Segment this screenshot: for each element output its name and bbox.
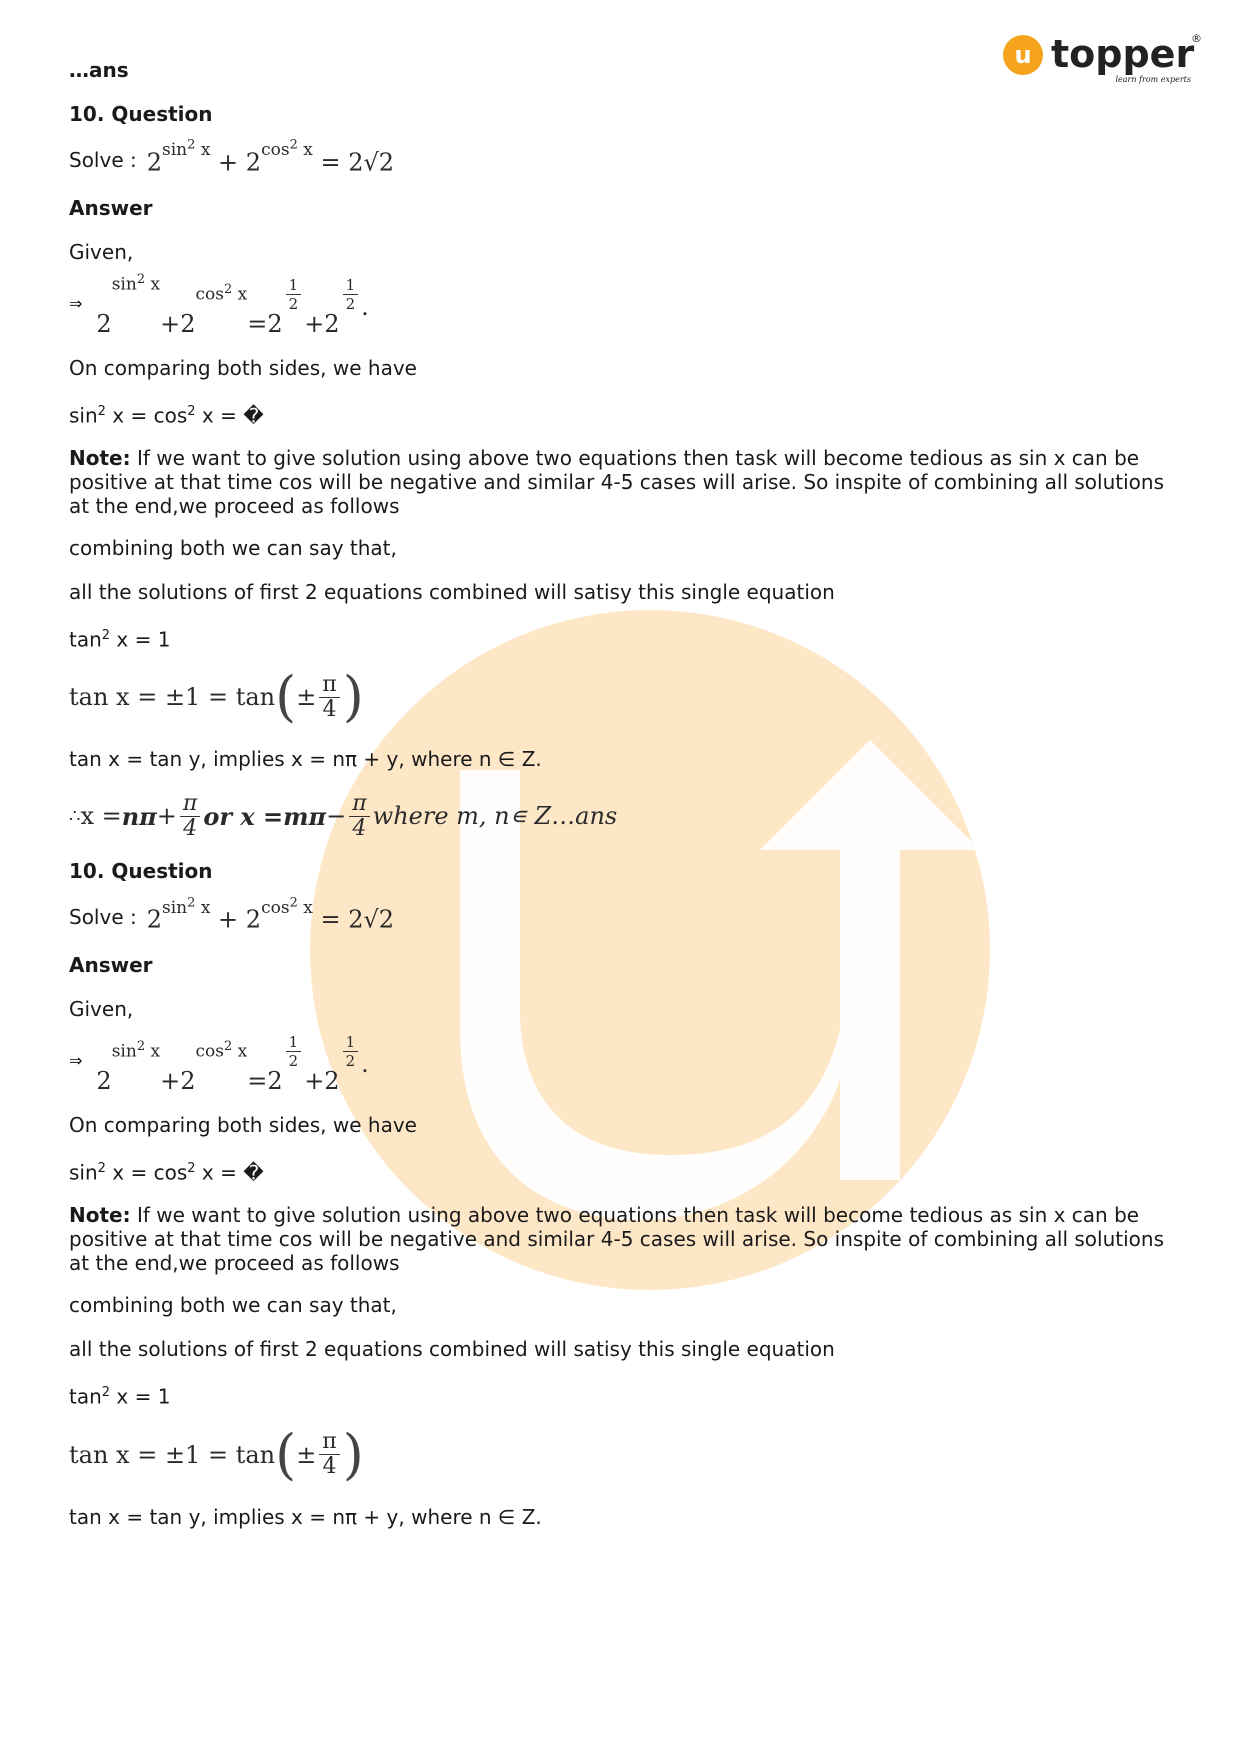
topper-logo-mark-icon <box>1003 30 1203 92</box>
question-heading-2: 10. Question <box>69 859 213 884</box>
sin-cos-line: $\sin^2 x = \cos^2 x$ = � <box>69 403 264 428</box>
given-equation-2: ⇒ 2 $\sin^2 x$ + 2 $\cos^2 x$ = 2 $\frac{1}{2}$ + 2 $\frac{1}{2}$ . <box>69 1033 369 1096</box>
tan-squared-line: $\tan^2 x = 1$ <box>69 627 171 652</box>
all-solutions-text: all the solutions of first 2 equations combined will satisy this single equation <box>69 579 835 604</box>
tan-equation: tan x = ±1 = tan ( ± $\frac{\pi}{4}$ ) <box>69 665 364 729</box>
solve-equation: $2^{sin^2 x} + 2^{cos^2 x} = 2√2$ <box>146 137 395 177</box>
tan-squared-line-2: $\tan^2 x = 1$ <box>69 1384 171 1409</box>
logo-registered: ® <box>1191 32 1202 45</box>
given-equation: ⇒ 2 $^{sin^2 x}$ + 2 $\cos^2 x$ = 2 $\frac{1}{2}$ + 2 $\frac{1}{2}$ . <box>69 272 369 338</box>
implies-text-2: tan x = tan y, implies x = nπ + y, where n ∈ Z. <box>69 1504 542 1529</box>
sin-cos-line-2: $\sin^2 x = \cos^2 x$ = � <box>69 1160 264 1185</box>
comparing-text: On comparing both sides, we have <box>69 356 417 380</box>
topper-logo <box>1003 30 1203 92</box>
document-content <box>69 58 1179 1529</box>
logo-tagline: learn from experts <box>1115 75 1191 84</box>
note-paragraph: Note: If we want to give solution using above two equations then task will become tedious as sin x can be positive at that time cos will be negative and similar 4-5 cases will arise. So inspite of combining all solutions at the end,we proceed as follows <box>69 445 1164 518</box>
note-paragraph-2: Note: If we want to give solution using above two equations then task will become tedious as sin x can be positive at that time cos will be negative and similar 4-5 cases will arise. So inspite of combining all solutions at the end,we proceed as follows <box>69 1202 1164 1275</box>
combining-text: combining both we can say that, <box>69 535 397 560</box>
answer-heading-2: Answer <box>69 953 153 978</box>
solve-line-2: Solve : $2^{sin^2 x} + 2^{cos^2 x} = 2√2$ <box>69 894 395 934</box>
given-text: Given, <box>69 240 134 264</box>
tan-equation-2: tan x = ±1 = tan ( ± $\frac{\pi}{4}$ ) <box>69 1422 364 1486</box>
answer-heading: Answer <box>69 196 153 220</box>
comparing-text-2: On comparing both sides, we have <box>69 1113 417 1138</box>
given-text-2: Given, <box>69 997 134 1022</box>
final-solution: ∴ x = nπ + $\frac{\pi}{4}$ or x = mπ − $\frac{\pi}{4}$ where m, n∊ Z…ans <box>69 790 618 841</box>
all-solutions-text-2: all the solutions of first 2 equations combined will satisy this single equation <box>69 1336 835 1361</box>
combining-text-2: combining both we can say that, <box>69 1292 397 1317</box>
solve-line: Solve : $2^{sin^2 x} + 2^{cos^2 x} = 2√2$ <box>69 137 395 177</box>
question-heading: 10. Question <box>69 102 213 126</box>
logo-text: topper <box>1051 32 1195 76</box>
top-ans: …ans <box>69 58 129 82</box>
implies-text: tan x = tan y, implies x = nπ + y, where n ∈ Z. <box>69 747 542 772</box>
logo-mark: u <box>1014 41 1032 69</box>
